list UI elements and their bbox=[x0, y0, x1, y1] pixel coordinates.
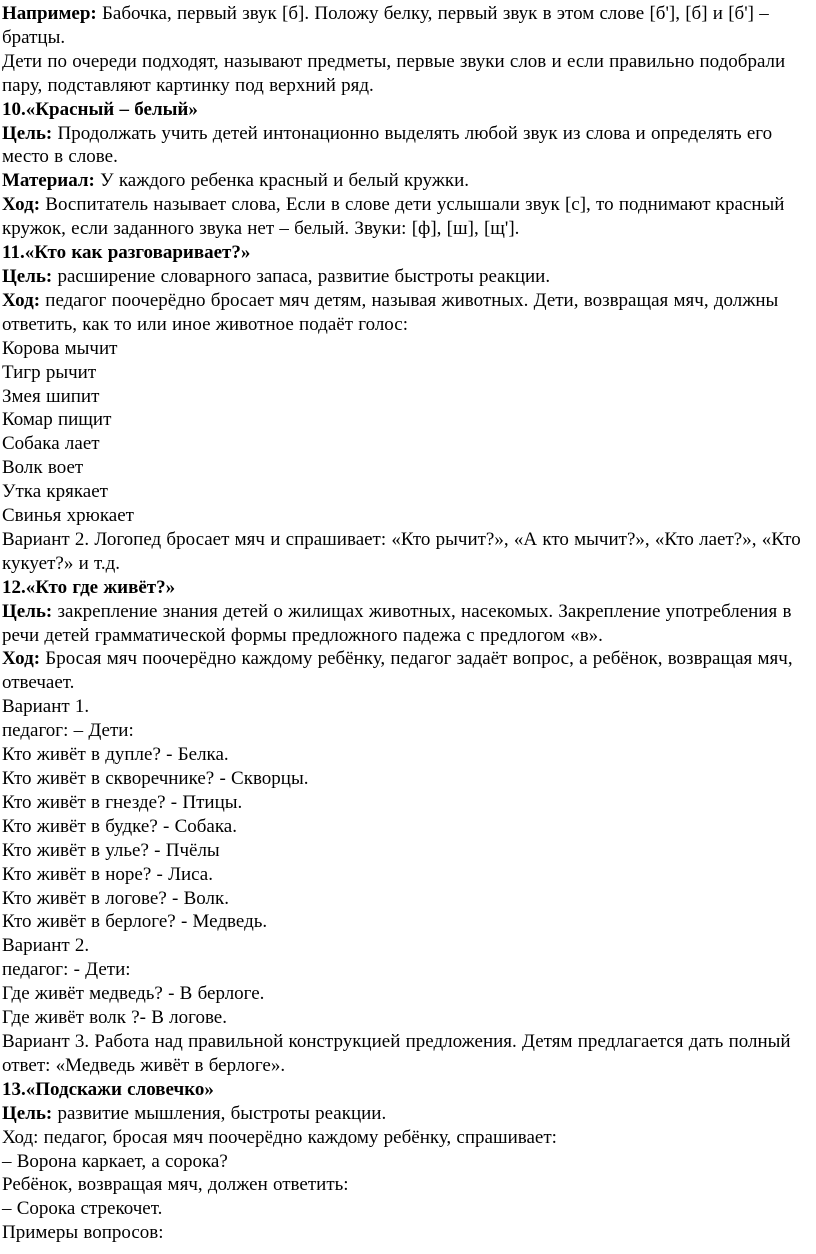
animal-line: Змея шипит bbox=[2, 385, 100, 407]
intro-paragraph: Дети по очереди подходят, называют предметы, первые звуки слов и если правильно подобрали пару, подставляют картинку под верхний ряд. bbox=[2, 50, 786, 96]
goal-label: Цель: bbox=[2, 600, 53, 622]
course-label: Ход: bbox=[2, 648, 41, 670]
goal-text: Продолжать учить детей интонационно выделять любой звук из слова и определять его место в слове. bbox=[2, 122, 773, 168]
material-text: У каждого ребенка красный и белый кружки. bbox=[94, 170, 470, 192]
game13-examples-label: Примеры вопросов: bbox=[2, 1222, 164, 1244]
qa-line: Кто живёт в гнезде? - Птицы. bbox=[2, 791, 243, 813]
game13-question: – Ворона каркает, а сорока? bbox=[2, 1150, 228, 1172]
game11-title: 11.«Кто как разговаривает?» bbox=[2, 242, 251, 264]
goal-label: Цель: bbox=[2, 122, 53, 144]
goal-text: расширение словарного запаса, развитие быстроты реакции. bbox=[52, 265, 551, 287]
game12-variant3: Вариант 3. Работа над правильной конструкцией предложения. Детям предлагается дать полный ответ: «Медведь живёт в берлоге». bbox=[2, 1030, 791, 1076]
game10-title: 10.«Красный – белый» bbox=[2, 98, 198, 120]
game12-course bbox=[0, 647, 816, 695]
animal-line: Свинья хрюкает bbox=[2, 505, 134, 527]
goal-text: закрепление знания детей о жилищах животных, насекомых. Закрепление употребления в речи детей грамматической формы предложного падежа с предлогом «в». bbox=[2, 600, 792, 646]
game13-title: 13.«Подскажи словечко» bbox=[2, 1078, 214, 1100]
animal-line: Комар пищит bbox=[2, 409, 112, 431]
qa-line: Кто живёт в логове? - Волк. bbox=[2, 887, 229, 909]
animal-line: Корова мычит bbox=[2, 337, 118, 359]
course-label: Ход: bbox=[2, 289, 41, 311]
example-label: Например: bbox=[2, 3, 97, 24]
game10-material bbox=[0, 169, 816, 193]
animal-line: Волк воет bbox=[2, 457, 84, 479]
qa-line: Кто живёт в скворечнике? - Скворцы. bbox=[2, 768, 309, 789]
variant1-title: Вариант 1. bbox=[2, 696, 90, 718]
qa-line: Где живёт волк ?- В логове. bbox=[2, 1007, 227, 1029]
course-text: Бросая мяч поочерёдно каждому ребёнку, педагог задаёт вопрос, а ребёнок, возвращая мяч, отвечает. bbox=[2, 648, 793, 694]
goal-label: Цель: bbox=[2, 1102, 53, 1124]
goal-label: Цель: bbox=[2, 265, 53, 287]
course-label: Ход: bbox=[2, 194, 41, 216]
game10-course bbox=[0, 193, 816, 241]
game12-goal bbox=[0, 600, 816, 648]
variant1-roles: педагог: – Дети: bbox=[2, 720, 134, 742]
qa-line: Кто живёт в дупле? - Белка. bbox=[2, 744, 229, 766]
animal-line: Собака лает bbox=[2, 433, 100, 455]
game12-title: 12.«Кто где живёт?» bbox=[2, 576, 176, 598]
game13-course: Ход: педагог, бросая мяч поочерёдно каждому ребёнку, спрашивает: bbox=[2, 1126, 557, 1148]
qa-line: Кто живёт в будке? - Собака. bbox=[2, 815, 237, 837]
game13-answer: – Сорока стрекочет. bbox=[2, 1198, 163, 1220]
game11-course bbox=[0, 289, 816, 337]
example-text: Бабочка, первый звук [б]. Положу белку, первый звук в этом слове [б'], [б] и [б'] – братцы. bbox=[2, 3, 769, 48]
qa-line: Где живёт медведь? - В берлоге. bbox=[2, 983, 265, 1005]
qa-line: Кто живёт в норе? - Лиса. bbox=[2, 863, 213, 885]
game11-goal bbox=[0, 265, 816, 289]
document-page bbox=[0, 2, 816, 1245]
variant2-roles: педагог: - Дети: bbox=[2, 959, 131, 981]
qa-line: Кто живёт в улье? - Пчёлы bbox=[2, 839, 220, 861]
course-text: Воспитатель называет слова, Если в слове дети услышали звук [с], то поднимают красный кружок, если заданного звука нет – белый. Звуки: [ф], [ш], [щ']. bbox=[2, 194, 785, 240]
material-label: Материал: bbox=[2, 170, 95, 192]
qa-line: Кто живёт в берлоге? - Медведь. bbox=[2, 911, 268, 933]
game10-goal bbox=[0, 122, 816, 170]
game11-variant2: Вариант 2. Логопед бросает мяч и спрашивает: «Кто рычит?», «А кто мычит?», «Кто лает?», «Кто кукует?» и т.д. bbox=[2, 528, 801, 574]
variant2-title: Вариант 2. bbox=[2, 935, 90, 957]
game13-child-prompt: Ребёнок, возвращая мяч, должен ответить: bbox=[2, 1174, 349, 1196]
animal-line: Утка крякает bbox=[2, 481, 108, 503]
goal-text: развитие мышления, быстроты реакции. bbox=[52, 1102, 387, 1124]
game13-goal bbox=[0, 1102, 816, 1126]
example-paragraph bbox=[0, 2, 816, 50]
animal-line: Тигр рычит bbox=[2, 361, 97, 383]
course-text: педагог поочерёдно бросает мяч детям, называя животных. Дети, возвращая мяч, должны ответить, как то или иное животное подаёт голос: bbox=[2, 289, 779, 335]
